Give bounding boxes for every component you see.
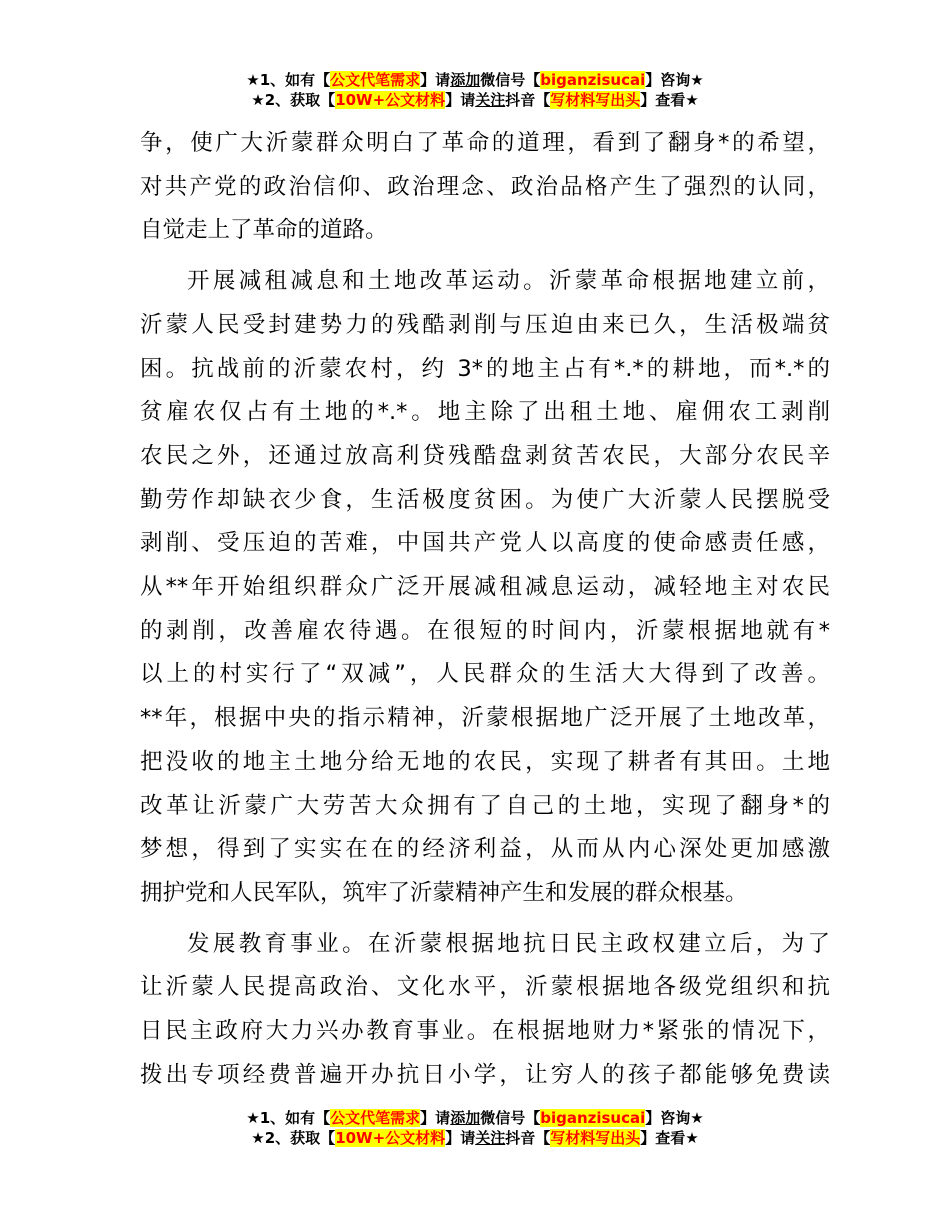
highlight-douyin-account: 写材料写出头 [550,91,641,109]
banner-text: ★2、获取【 [251,1129,336,1147]
paragraph-1 [140,122,830,253]
highlight-douyin-account: 写材料写出头 [550,1129,641,1147]
banner-line-2 [0,1128,950,1148]
underline-add: 添加 [450,1109,481,1127]
paragraph-2 [140,260,830,916]
text-line: 以上的村实行了“双减”，人民群众的生活大大得到了改善。 [140,661,830,688]
banner-line-1 [0,1108,950,1128]
text-line: 开展减租减息和土地改革运动。沂蒙革命根据地建立前， [187,268,830,295]
text-line: 困。抗战前的沂蒙农村，约 3*的地主占有*.*的耕地，而*.*的 [140,355,830,382]
text-line: 让沂蒙人民提高政治、文化水平，沂蒙根据地各级党组织和抗 [140,974,830,1001]
banner-text: 】请 [420,71,451,89]
banner-text: 抖音【 [505,91,551,109]
text-line: 梦想，得到了实实在在的经济利益，从而从内心深处更加感激 [140,836,830,863]
text-line: 农民之外，还通过放高利贷残酷盘剥贫苦农民，大部分农民辛 [140,442,830,469]
text-line: 贫雇农仅占有土地的*.*。地主除了出租土地、雇佣农工剥削 [140,399,830,426]
text-line: 从**年开始组织群众广泛开展减租减息运动，减轻地主对农民 [140,574,830,601]
highlight-ghostwriting: 公文代笔需求 [330,1109,421,1127]
text-line: 争，使广大沂蒙群众明白了革命的道理，看到了翻身*的希望， [140,130,830,156]
banner-text: 】咨询★ [645,71,704,89]
footer-banner [0,1108,950,1148]
text-line: 对共产党的政治信仰、政治理念、政治品格产生了强烈的认同， [140,173,830,200]
text-line: 改革让沂蒙广大劳苦大众拥有了自己的土地，实现了翻身*的 [140,792,830,819]
banner-text: 】咨询★ [645,1109,704,1127]
banner-text: 微信号【 [480,1109,541,1127]
underline-follow: 关注 [475,1129,506,1147]
highlight-materials: 10W+公文材料 [335,91,446,109]
text-line: 发展教育事业。在沂蒙根据地抗日民主政权建立后，为了 [187,930,830,957]
text-line: 的剥削，改善雇农待遇。在很短的时间内，沂蒙根据地就有* [140,617,830,644]
text-line: 自觉走上了革命的道路。 [140,217,388,244]
banner-text: 】查看★ [640,1129,699,1147]
paragraph-3 [140,923,830,1098]
text-line: **年，根据中央的指示精神，沂蒙根据地广泛开展了土地改革， [140,705,830,732]
underline-follow: 关注 [475,91,506,109]
banner-text: 】请 [445,91,476,109]
banner-text: 】请 [445,1129,476,1147]
highlight-ghostwriting: 公文代笔需求 [330,71,421,89]
banner-text: ★2、获取【 [251,91,336,109]
document-body [140,122,830,1104]
banner-line-2 [0,90,950,110]
text-line: 拥护党和人民军队，筑牢了沂蒙精神产生和发展的群众根基。 [140,879,748,906]
header-banner [0,70,950,110]
text-line: 勤劳作却缺衣少食，生活极度贫困。为使广大沂蒙人民摆脱受 [140,486,830,513]
text-line: 沂蒙人民受封建势力的残酷剥削与压迫由来已久，生活极端贫 [140,311,830,338]
banner-line-1 [0,70,950,90]
highlight-wechat-id: biganzisucai [540,1109,646,1127]
underline-add: 添加 [450,71,481,89]
text-line: 拨出专项经费普遍开办抗日小学，让穷人的孩子都能够免费读 [140,1061,830,1088]
banner-text: 微信号【 [480,71,541,89]
highlight-materials: 10W+公文材料 [335,1129,446,1147]
text-line: 剥削、受压迫的苦难，中国共产党人以高度的使命感责任感， [140,530,830,557]
highlight-wechat-id: biganzisucai [540,71,646,89]
banner-text: 】查看★ [640,91,699,109]
banner-text: 】请 [420,1109,451,1127]
text-line: 日民主政府大力兴办教育事业。在根据地财力*紧张的情况下， [140,1018,830,1045]
banner-text: ★1、如有【 [246,1109,331,1127]
banner-text: ★1、如有【 [246,71,331,89]
text-line: 把没收的地主土地分给无地的农民，实现了耕者有其田。土地 [140,748,830,775]
banner-text: 抖音【 [505,1129,551,1147]
